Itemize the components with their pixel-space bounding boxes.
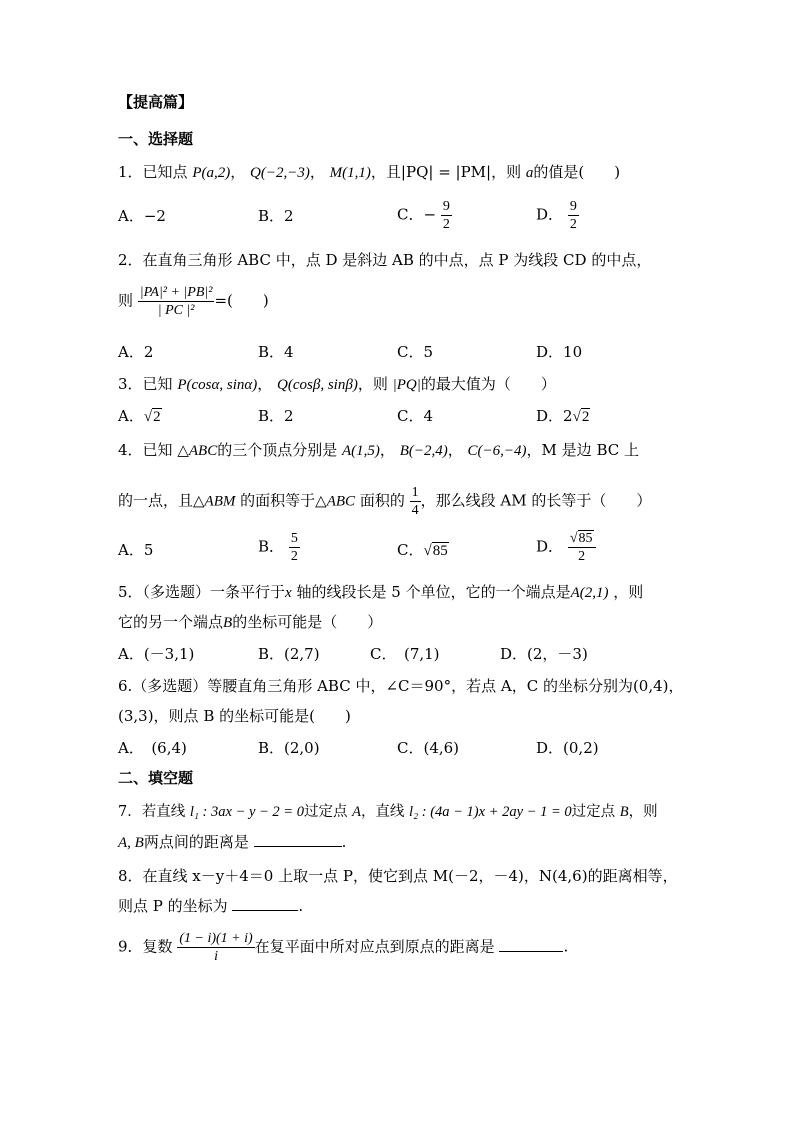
q1-option-b: B．2	[258, 207, 294, 225]
q1-option-c: C．− $\frac{9}{2}$	[397, 199, 450, 232]
question-9: 9．复数 $\frac{(1 - i)(1 + i)}{i}$ 在复平面中所对应点到原点的距离是 .	[118, 931, 569, 964]
question-7: 7．若直线 l₁ : 3ax − y − 2 = 0过定点 A，直线 l₂ : (4a − 1)x + 2ay − 1 = 0过定点 B，则	[118, 804, 658, 820]
q1-option-d: D． $\frac{9}{2}$	[536, 199, 577, 232]
question-8: 8．在直线 x－y＋4＝0 上取一点 P，使它到点 M(－2，－4)，N(4,6)的距离相等，	[118, 867, 678, 885]
question-4: 4．已知 △ABC的三个顶点分别是 A(1,5)， B(−2,4)， C(−6,−4)，M 是边 BC 上	[118, 441, 639, 459]
section-heading-choice: 一、选择题	[118, 130, 194, 148]
q5-option-c: C． (7,1)	[370, 645, 440, 663]
question-6-line-2: (3,3)，则点 B 的坐标可能是( )	[118, 707, 351, 725]
question-7-line-2: A, B两点间的距离是 .	[118, 833, 347, 851]
q3-option-c: C．4	[397, 407, 434, 425]
q4-option-c: C．√85	[397, 541, 448, 559]
q3-option-d: D．2√2	[536, 407, 590, 425]
section-heading-fill: 二、填空题	[118, 769, 194, 787]
q1-option-a: A．−2	[118, 207, 166, 225]
question-2-formula: 则 $\frac{\text{|PA|² + |PB|²}}{\text{| PC |²}}$ =( )	[118, 285, 269, 318]
question-2: 2．在直角三角形 ABC 中，点 D 是斜边 AB 的中点，点 P 为线段 CD 的中点，	[118, 251, 652, 269]
question-3: 3．已知 P(cosα, sinα)， Q(cosβ, sinβ)，则 |PQ|的最大值为（ ）	[118, 375, 556, 393]
question-6: 6.（多选题）等腰直角三角形 ABC 中，∠C＝90°，若点 A，C 的坐标分别为(0,4)，	[118, 677, 684, 695]
q6-option-b: B．(2,0)	[258, 739, 320, 757]
q6-option-d: D．(0,2)	[536, 739, 599, 757]
answer-blank-7[interactable]	[254, 832, 342, 847]
q3-option-a: A．√2	[118, 407, 161, 425]
q5-option-b: B．(2,7)	[258, 645, 320, 663]
q3-option-b: B．2	[258, 407, 294, 425]
question-5: 5．（多选题）一条平行于x 轴的线段长是 5 个单位，它的一个端点是A(2,1) ，则	[118, 583, 644, 601]
question-4-line-2: 的一点，且△ABM 的面积等于△ABC 面积的 $\frac{1}{4}$ ，那么线段 AM 的长等于（ ）	[118, 485, 652, 518]
q4-option-b: B． $\frac{5}{2}$	[258, 531, 298, 564]
q2-option-b: B．4	[258, 343, 294, 361]
q2-option-a: A．2	[118, 343, 154, 361]
q6-option-a: A． (6,4)	[118, 739, 187, 757]
question-8-line-2: 则点 P 的坐标为 .	[118, 897, 304, 915]
q5-option-d: D．(2，－3)	[500, 645, 588, 663]
q4-option-d: D． $\frac{√85}{2}$	[536, 530, 596, 565]
answer-blank-8[interactable]	[232, 896, 298, 911]
q4-option-a: A．5	[118, 541, 154, 559]
q5-option-a: A．(－3,1)	[118, 645, 195, 663]
section-tag: 【提高篇】	[118, 93, 194, 111]
question-1: 1．已知点 P(a,2)， Q(−2,−3)， M(1,1)，且|PQ| = |PM|，则 a的值是( )	[118, 163, 621, 181]
answer-blank-9[interactable]	[499, 937, 563, 952]
q6-option-c: C．(4,6)	[397, 739, 460, 757]
question-5-line-2: 它的另一个端点B的坐标可能是（ ）	[118, 613, 383, 631]
q2-option-d: D．10	[536, 343, 583, 361]
q2-option-c: C．5	[397, 343, 434, 361]
